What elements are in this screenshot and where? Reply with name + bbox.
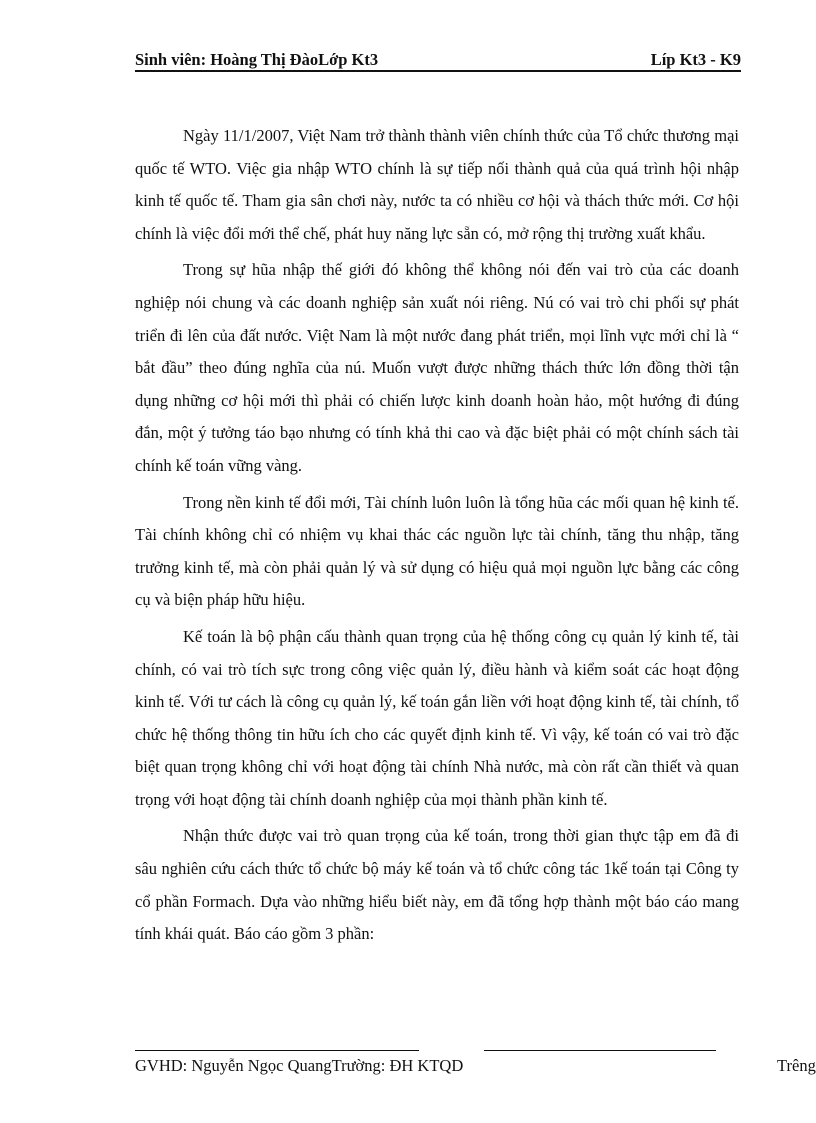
paragraph-1: Ngày 11/1/2007, Việt Nam trở thành thành viên chính thức của Tổ chức thương mại quốc tế WTO. Việc gia nhập WTO chính là sự tiếp nối thành quả của quá trình hội nhập kinh tế quốc tế. Tham gia sân chơi này, nước ta có nhiều cơ hội và thách thức mới. Cơ hội chính là việc đổi mới thể chế, phát huy năng lực sẵn có, mở rộng thị trường xuất khẩu. — [135, 126, 739, 243]
page-header — [135, 50, 741, 72]
header-student-info: Sinh viên: Hoàng Thị ĐàoLớp Kt3 — [135, 50, 379, 69]
footer-supervisor-info: GVHD: Nguyễn Ngọc QuangTrường: ĐH KTQD — [135, 1056, 464, 1075]
paragraph-2: Trong sự hũa nhập thế giới đó không thể không nói đến vai trò của các doanh nghiệp nói chung và các doanh nghiệp sản xuất nói riêng. Nú có vai trò chi phối sự phát triển đi lên của đất nước. Việt Nam là một nước đang phát triển, mọi lĩnh vực mới chỉ là “ bắt đầu” theo đúng nghĩa của nú. Muốn vượt được những thách thức lớn đồng thời tận dụng những cơ hội mới thì phải có chiến lược kinh doanh hoàn hảo, một hướng đi đúng đắn, một ý tưởng táo bạo nhưng có tính khả thi cao và đặc biệt phải có một chính sách tài chính kế toán vững vàng. — [135, 260, 739, 475]
footer-school-info: Trêng — [777, 1056, 816, 1075]
paragraph-4: Kế toán là bộ phận cấu thành quan trọng của hệ thống công cụ quản lý kinh tế, tài chính, có vai trò tích sực trong công việc quản lý, điều hành và kiểm soát các hoạt động kinh tế. Với tư cách là công cụ quản lý, kế toán gắn liền với hoạt động kinh tế, tài chính, tổ chức hệ thống thông tin hữu ích cho các quyết định kinh tế. Vì vậy, kế toán có vai trò đặc biệt quan trọng không chỉ với hoạt động tài chính Nhà nước, mà còn rất cần thiết và quan trọng với hoạt động tài chính doanh nghiệp của mọi thành phần kinh tế. — [135, 626, 739, 809]
footer-rule-left — [135, 1050, 419, 1051]
header-class-info: Líp Kt3 - K9 — [650, 50, 741, 69]
paragraph-3: Trong nền kinh tế đổi mới, Tài chính luôn luôn là tổng hũa các mối quan hệ kinh tế. Tài chính không chỉ có nhiệm vụ khai thác các nguồn lực tài chính, tăng thu nhập, tăng trưởng kinh tế, mà còn phải quản lý và sử dụng có hiệu quả mọi nguồn lực bằng các công cụ và biện pháp hữu hiệu. — [135, 492, 739, 610]
paragraph-5: Nhận thức được vai trò quan trọng của kế toán, trong thời gian thực tập em đã đi sâu nghiên cứu cách thức tổ chức bộ máy kế toán và tổ chức công tác 1kế toán tại Công ty cổ phần Formach. Dựa vào những hiểu biết này, em đã tổng hợp thành một báo cáo mang tính khái quát. Báo cáo gồm 3 phần: — [135, 826, 739, 944]
footer-rule-right — [484, 1050, 716, 1051]
page-footer — [135, 1056, 816, 1076]
document-body — [135, 120, 739, 955]
